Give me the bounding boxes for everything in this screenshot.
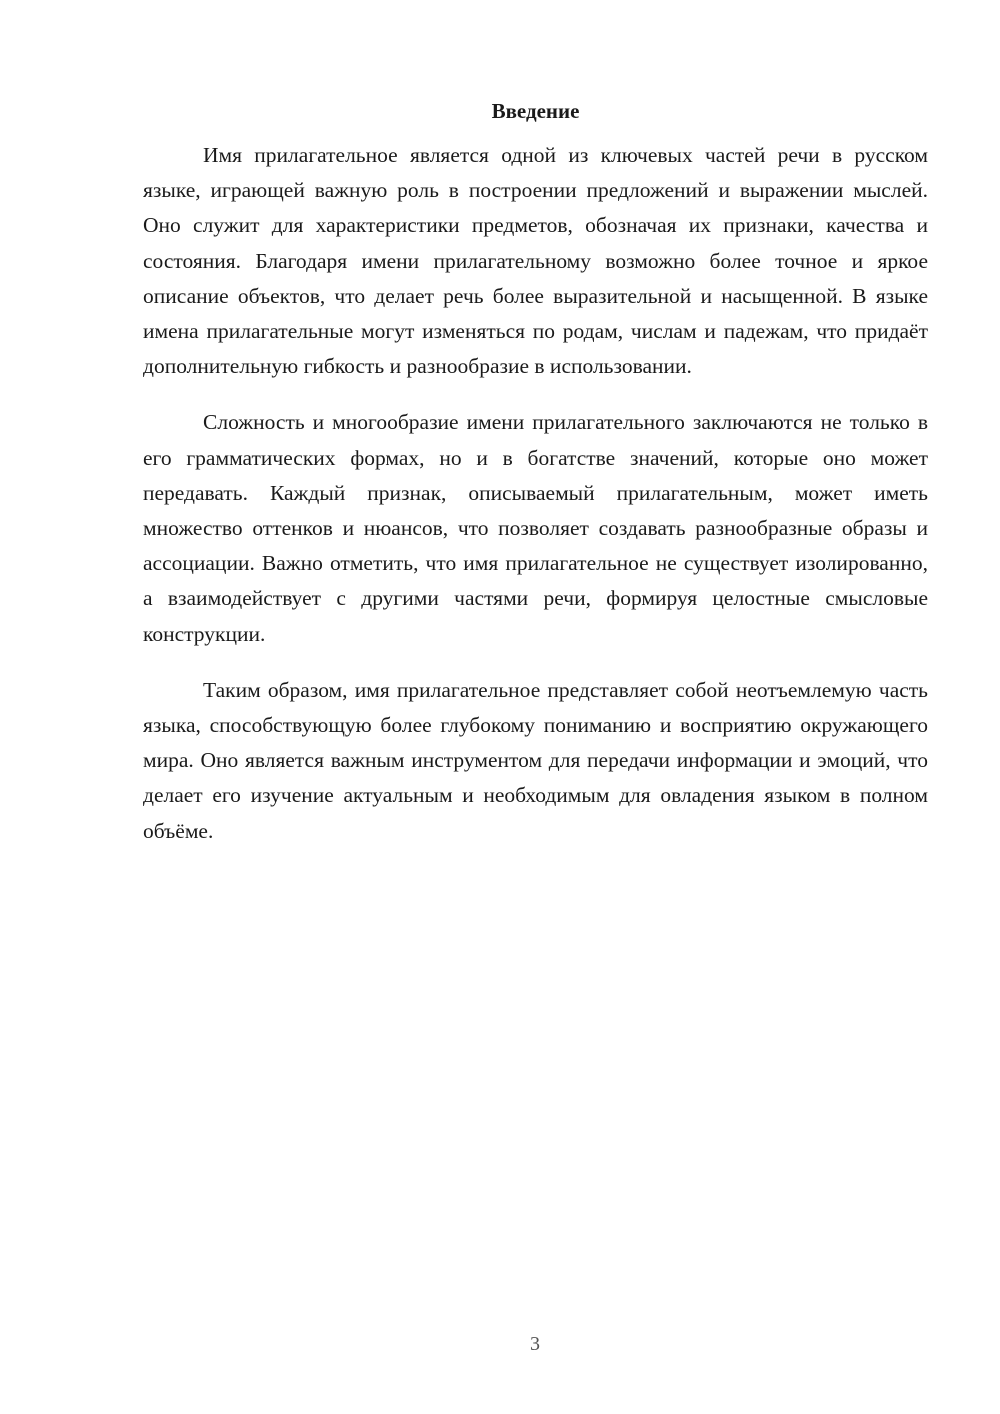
- section-heading: Введение: [491, 99, 580, 123]
- paragraph-3: Таким образом, имя прилагательное представляет собой неотъемлемую часть языка, способствующую более глубокому пониманию и восприятию окружающего мира. Оно является важным инструментом для передачи информации и эмоций, что делает его изучение актуальным и необходимым для овладения языком в полном объёме.: [143, 677, 928, 843]
- paragraph-1: Имя прилагательное является одной из ключевых частей речи в русском языке, играющей важную роль в построении предложений и выражении мыслей. Оно служит для характеристики предметов, обозначая их признаки, качества и состояния. Благодаря имени прилагательному возможно более точное и яркое описание объектов, что делает речь более выразительной и насыщенной. В языке имена прилагательные могут изменяться по родам, числам и падежам, что придаёт дополнительную гибкость и разнообразие в использовании.: [143, 143, 928, 379]
- page-content: [143, 96, 928, 849]
- paragraph-2: Сложность и многообразие имени прилагательного заключаются не только в его грамматических формах, но и в богатстве значений, которые оно может передавать. Каждый признак, описываемый прилагательным, может иметь множество оттенков и нюансов, что позволяет создавать разнообразные образы и ассоциации. Важно отметить, что имя прилагательное не существует изолированно, а взаимодействует с другими частями речи, формируя целостные смысловые конструкции.: [143, 410, 928, 646]
- page-number: 3: [530, 1333, 540, 1355]
